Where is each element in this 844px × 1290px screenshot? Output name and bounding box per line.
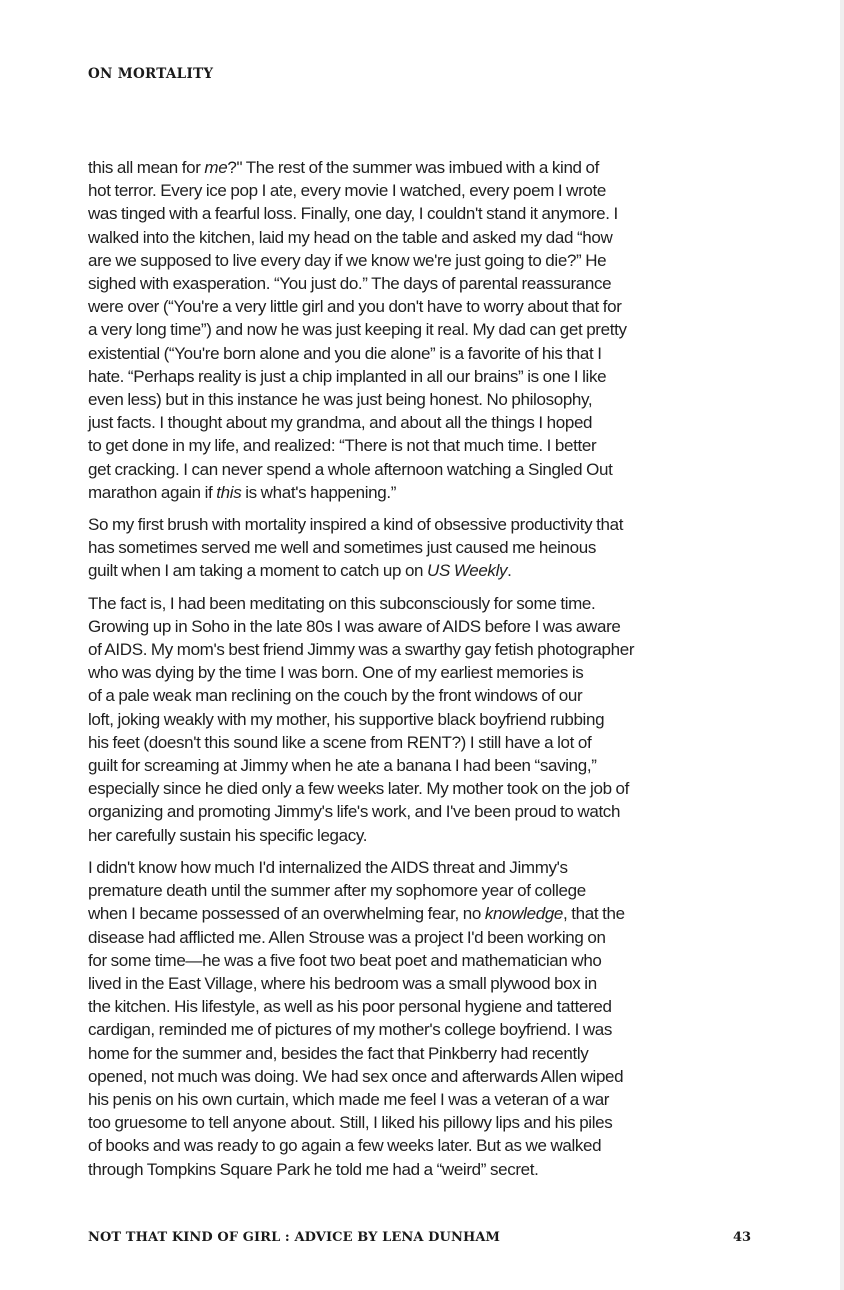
text-line: just facts. I thought about my grandma, and about all the things I hoped — [88, 413, 593, 433]
italic-text: knowledge — [484, 904, 564, 924]
text-line: disease had afflicted me. Allen Strouse was a project I'd been working on — [88, 927, 606, 947]
text-line: his feet (doesn't this sound like a scene from RENT?) I still have a lot of — [88, 732, 592, 752]
text-line: even less) but in this instance he was just being honest. No philosophy, — [88, 390, 593, 410]
text-line: was tinged with a fearful loss. Finally, one day, I couldn't stand it anymore. I — [88, 204, 618, 224]
text-line: this all mean for me?" The rest of the summer was imbued with a kind of — [88, 158, 600, 177]
text-line: loft, joking weakly with my mother, his supportive black boyfriend rubbing — [88, 709, 605, 729]
text-line: organizing and promoting Jimmy's life's work, and I've been proud to watch — [88, 802, 621, 822]
footer-book-title: NOT THAT KIND OF GIRL : ADVICE BY LENA DUNHAM — [88, 1230, 501, 1245]
text-line: I didn't know how much I'd internalized the AIDS threat and Jimmy's — [88, 857, 568, 877]
text-line: of a pale weak man reclining on the couch by the front windows of our — [88, 686, 583, 706]
italic-text: me — [204, 158, 228, 177]
page-edge — [840, 0, 844, 1290]
text-line: lived in the East Village, where his bedroom was a small plywood box in — [88, 973, 597, 993]
text-line: are we supposed to live every day if we know we're just going to die?” He — [88, 250, 607, 270]
text-line: opened, not much was doing. We had sex once and afterwards Allen wiped — [88, 1066, 624, 1086]
text-line: were over (“You're a very little girl and you don't have to worry about that for — [88, 297, 622, 317]
text-line: her carefully sustain his specific legacy. — [88, 825, 368, 845]
paragraph — [88, 513, 756, 583]
body-text — [88, 156, 756, 1190]
italic-text: US Weekly — [427, 561, 508, 581]
text-line: hate. “Perhaps reality is just a chip implanted in all our brains” is one I like — [88, 366, 607, 386]
text-line: sighed with exasperation. “You just do.” The days of parental reassurance — [88, 274, 612, 294]
text-line: get cracking. I can never spend a whole afternoon watching a Singled Out — [88, 459, 613, 479]
text-line: too gruesome to tell anyone about. Still, I liked his pillowy lips and his piles — [88, 1113, 613, 1133]
text-line: The fact is, I had been meditating on this subconsciously for some time. — [88, 593, 596, 613]
text-line: for some time—he was a five foot two beat poet and mathematician who — [88, 950, 602, 970]
text-line: through Tompkins Square Park he told me had a “weird” secret. — [88, 1159, 539, 1179]
text-line: who was dying by the time I was born. One of my earliest memories is — [88, 663, 584, 683]
text-line: walked into the kitchen, laid my head on the table and asked my dad “how — [88, 227, 613, 247]
text-line: of books and was ready to go again a few weeks later. But as we walked — [88, 1136, 602, 1156]
text-line: especially since he died only a few weeks later. My mother took on the job of — [88, 779, 630, 799]
text-line: cardigan, reminded me of pictures of my mother's college boyfriend. I was — [88, 1020, 613, 1040]
text-line: marathon again if this is what's happening.” — [88, 482, 397, 502]
text-line: guilt for screaming at Jimmy when he ate a banana I had been “saving,” — [88, 756, 597, 776]
text-line: home for the summer and, besides the fact that Pinkberry had recently — [88, 1043, 589, 1063]
running-head: ON MORTALITY — [88, 66, 214, 82]
text-line: to get done in my life, and realized: “There is not that much time. I better — [88, 436, 597, 456]
italic-text: this — [216, 482, 242, 502]
paragraph — [88, 592, 756, 847]
paragraph — [88, 156, 756, 504]
text-line: So my first brush with mortality inspired a kind of obsessive productivity that — [88, 515, 624, 535]
text-line: has sometimes served me well and sometimes just caused me heinous — [88, 538, 596, 558]
text-line: guilt when I am taking a moment to catch up on US Weekly. — [88, 561, 512, 581]
text-line: of AIDS. My mom's best friend Jimmy was a swarthy gay fetish photographer — [88, 640, 635, 660]
text-line: Growing up in Soho in the late 80s I was aware of AIDS before I was aware — [88, 616, 621, 636]
text-line: hot terror. Every ice pop I ate, every movie I watched, every poem I wrote — [88, 181, 606, 201]
text-line: his penis on his own curtain, which made me feel I was a veteran of a war — [88, 1089, 610, 1109]
text-line: existential (“You're born alone and you die alone” is a favorite of his that I — [88, 343, 602, 363]
text-line: a very long time”) and now he was just keeping it real. My dad can get pretty — [88, 320, 627, 340]
text-line: when I became possessed of an overwhelming fear, no knowledge, that the — [88, 904, 625, 924]
paragraph — [88, 856, 756, 1181]
page-number: 43 — [733, 1230, 752, 1245]
text-line: premature death until the summer after my sophomore year of college — [88, 881, 586, 901]
text-line: the kitchen. His lifestyle, as well as his poor personal hygiene and tattered — [88, 997, 612, 1017]
